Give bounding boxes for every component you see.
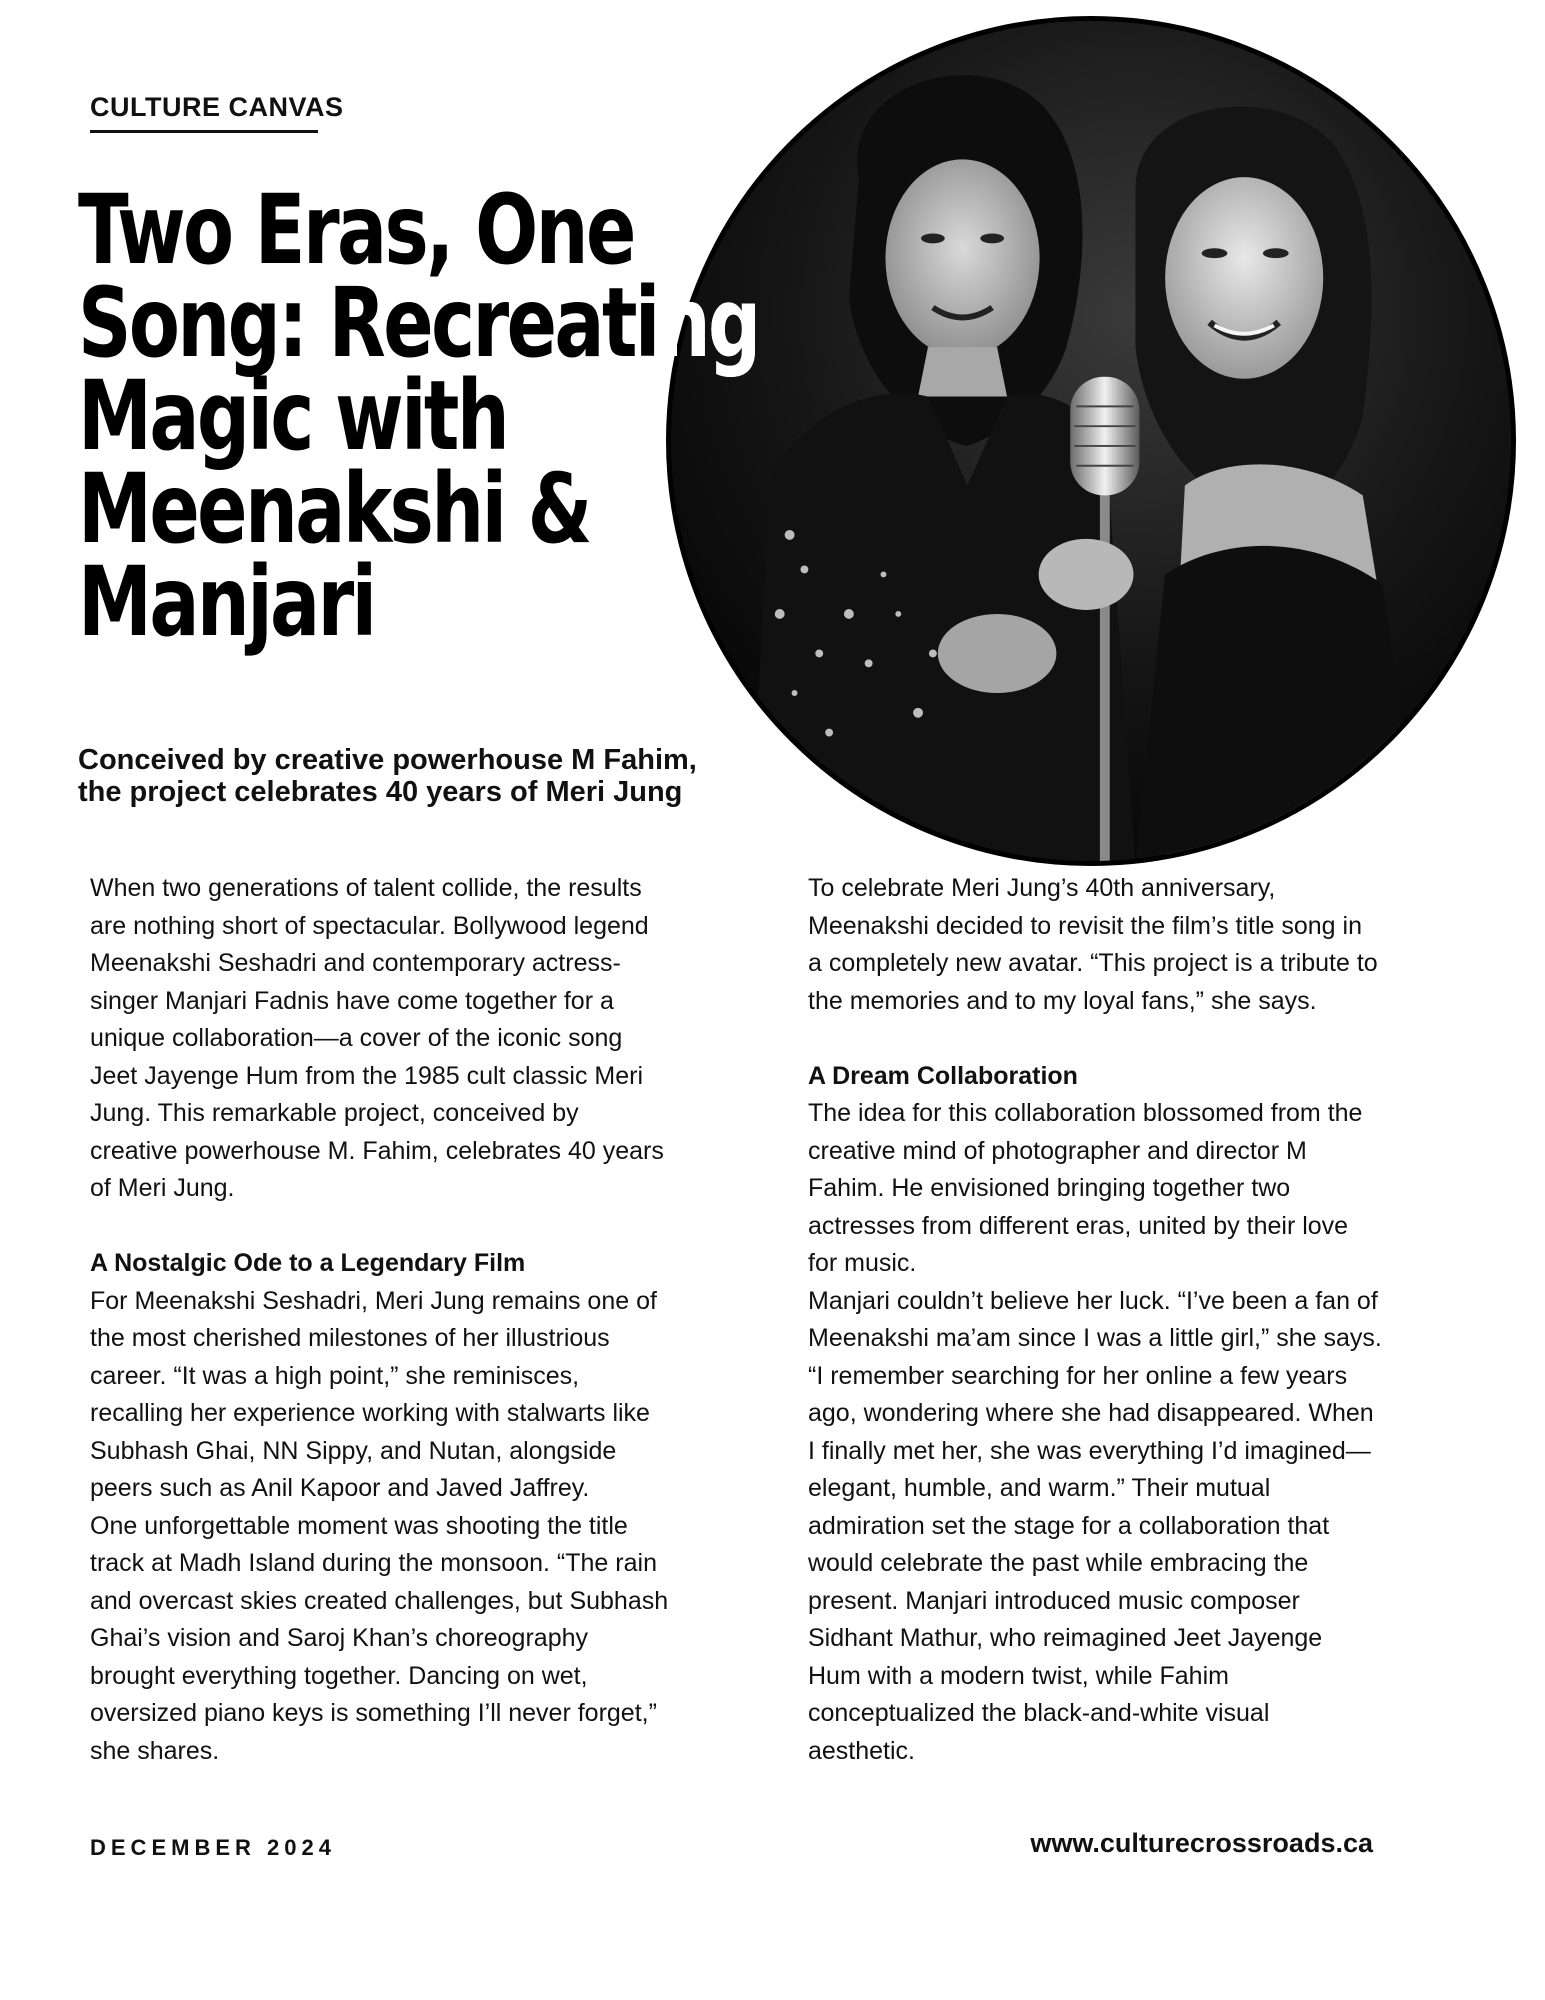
text-line: oversized piano keys is something I’ll never forget,” — [90, 1699, 657, 1727]
text-line: for music. — [808, 1249, 917, 1277]
website-link[interactable]: www.culturecrossroads.ca — [1030, 1828, 1373, 1858]
title-line: Manjari — [78, 546, 375, 658]
paragraph — [808, 1095, 1468, 1770]
text-line: Meenakshi ma’am since I was a little girl,” she says. — [808, 1324, 1382, 1352]
text-line: career. “It was a high point,” she reminisces, — [90, 1361, 580, 1390]
text-line: elegant, humble, and warm.” Their mutual — [808, 1474, 1271, 1502]
title-line: Two Eras, One — [78, 174, 634, 286]
text-line: actresses from different eras, united by their love — [808, 1211, 1349, 1240]
title-line-part: Song: Recreati — [78, 267, 658, 379]
title-line — [78, 267, 759, 379]
text-line: Subhash Ghai, NN Sippy, and Nutan, alongside — [90, 1436, 617, 1465]
section-label: CULTURE CANVAS — [90, 92, 344, 122]
paragraph-gap — [90, 1208, 750, 1246]
text-line: Meenakshi decided to revisit the film’s title song in — [808, 911, 1362, 940]
article-column-left — [90, 870, 750, 1770]
text-line: the most cherished milestones of her illustrious — [90, 1324, 610, 1352]
text-line: ago, wondering where she had disappeared. When — [808, 1399, 1374, 1427]
subtitle-line: Conceived by creative powerhouse M Fahim, — [78, 744, 697, 776]
text-line: Jeet Jayenge Hum from the 1985 cult classic Meri — [90, 1061, 644, 1090]
text-line: For Meenakshi Seshadri, Meri Jung remains one of — [90, 1286, 657, 1315]
paragraph — [90, 1283, 750, 1771]
paragraph — [90, 870, 750, 1208]
text-line: present. Manjari introduced music composer — [808, 1586, 1300, 1615]
paragraph — [808, 870, 1468, 1020]
subtitle-line: the project celebrates 40 years of Meri Jung — [78, 776, 683, 808]
subtitle — [78, 744, 798, 808]
text-line: creative powerhouse M. Fahim, celebrates 40 years — [90, 1136, 664, 1165]
text-line: Meenakshi Seshadri and contemporary actress- — [90, 949, 621, 977]
text-line: recalling her experience working with stalwarts like — [90, 1399, 650, 1427]
section-heading: A Nostalgic Ode to a Legendary Film — [90, 1249, 526, 1277]
text-line: peers such as Anil Kapoor and Javed Jaffrey. — [90, 1474, 590, 1502]
text-line: To celebrate Meri Jung’s 40th anniversary, — [808, 874, 1276, 902]
text-line: and overcast skies created challenges, but Subhash — [90, 1586, 669, 1615]
text-line: conceptualized the black-and-white visual — [808, 1699, 1270, 1727]
text-line: admiration set the stage for a collaboration that — [808, 1511, 1330, 1540]
text-line: track at Madh Island during the monsoon. “The rain — [90, 1549, 657, 1577]
title-line: Magic with — [78, 360, 508, 472]
text-line: would celebrate the past while embracing the — [808, 1549, 1309, 1577]
text-line: aesthetic. — [808, 1736, 916, 1765]
section-heading: A Dream Collaboration — [808, 1061, 1078, 1090]
text-line: Hum with a modern twist, while Fahim — [808, 1661, 1229, 1690]
text-line: Manjari couldn’t believe her luck. “I’ve been a fan of — [808, 1286, 1378, 1315]
text-line: of Meri Jung. — [90, 1174, 235, 1202]
text-line: One unforgettable moment was shooting the title — [90, 1511, 628, 1540]
text-line: creative mind of photographer and director M — [808, 1136, 1307, 1165]
text-line: When two generations of talent collide, the results — [90, 874, 642, 902]
text-line: I finally met her, she was everything I’d imagined— — [808, 1436, 1371, 1465]
text-line: Sidhant Mathur, who reimagined Jeet Jayenge — [808, 1624, 1323, 1652]
text-line: “I remember searching for her online a few years — [808, 1361, 1348, 1390]
portrait-photo-illustration — [671, 21, 1511, 861]
text-line: Ghai’s vision and Saroj Khan’s choreography — [90, 1624, 588, 1652]
paragraph-gap — [808, 1020, 1468, 1058]
text-line: The idea for this collaboration blossomed from the — [808, 1099, 1363, 1127]
text-line: Fahim. He envisioned bringing together two — [808, 1174, 1291, 1202]
text-line: she shares. — [90, 1736, 220, 1765]
text-line: unique collaboration—a cover of the iconic song — [90, 1024, 623, 1052]
title-line-part: ng — [657, 267, 759, 379]
page-title — [78, 174, 759, 658]
portrait-photo — [666, 16, 1516, 866]
text-line: are nothing short of spectacular. Bollywood legend — [90, 911, 649, 940]
section-underline — [90, 130, 318, 133]
article-column-right — [808, 870, 1468, 1770]
issue-date: DECEMBER 2024 — [90, 1835, 336, 1860]
text-line: brought everything together. Dancing on wet, — [90, 1661, 588, 1690]
text-line: Jung. This remarkable project, conceived by — [90, 1099, 579, 1127]
text-line: a completely new avatar. “This project is a tribute to — [808, 949, 1378, 977]
text-line: singer Manjari Fadnis have come together for a — [90, 986, 614, 1015]
title-line: Meenakshi & — [78, 453, 590, 565]
text-line: the memories and to my loyal fans,” she says. — [808, 986, 1317, 1015]
